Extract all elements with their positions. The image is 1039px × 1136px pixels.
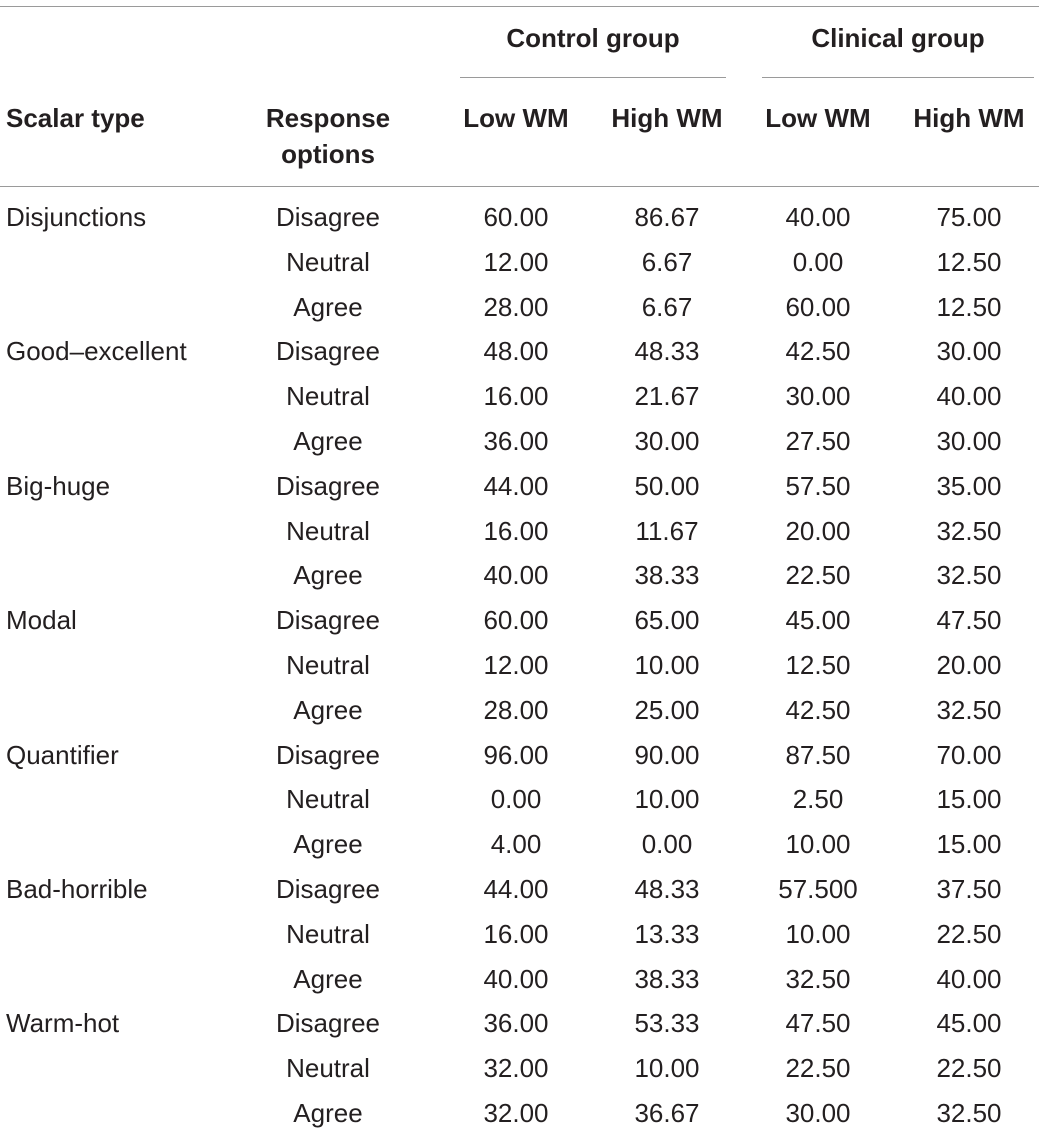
table-row bbox=[0, 822, 1039, 867]
cell-response-option: Neutral bbox=[286, 1053, 370, 1084]
cell-control-high-wm: 10.00 bbox=[634, 649, 700, 680]
cell-control-high-wm: 36.67 bbox=[634, 1097, 700, 1128]
cell-clinical-high-wm: 70.00 bbox=[936, 739, 1002, 770]
cell-control-low-wm: 12.00 bbox=[483, 246, 549, 277]
cell-response-option: Neutral bbox=[286, 246, 370, 277]
cell-clinical-low-wm: 45.00 bbox=[785, 605, 851, 636]
cell-control-high-wm: 48.33 bbox=[634, 873, 700, 904]
cell-clinical-high-wm: 12.50 bbox=[936, 291, 1002, 322]
cell-control-high-wm: 13.33 bbox=[634, 918, 700, 949]
cell-clinical-low-wm: 87.50 bbox=[785, 739, 851, 770]
cell-control-low-wm: 28.00 bbox=[483, 694, 549, 725]
cell-control-high-wm: 6.67 bbox=[641, 291, 693, 322]
cell-response-option: Agree bbox=[293, 829, 363, 860]
cell-clinical-high-wm: 40.00 bbox=[936, 963, 1002, 994]
cell-clinical-high-wm: 32.50 bbox=[936, 1097, 1002, 1128]
table-row bbox=[0, 1046, 1039, 1091]
cell-control-low-wm: 36.00 bbox=[483, 425, 549, 456]
cell-response-option: Neutral bbox=[286, 515, 370, 546]
cell-clinical-low-wm: 32.50 bbox=[785, 963, 851, 994]
cell-control-low-wm: 48.00 bbox=[483, 336, 549, 367]
cell-response-option: Agree bbox=[293, 560, 363, 591]
cell-control-low-wm: 36.00 bbox=[483, 1008, 549, 1039]
cell-clinical-low-wm: 10.00 bbox=[785, 829, 851, 860]
column-header-scalar-type: Scalar type bbox=[6, 103, 145, 133]
cell-clinical-low-wm: 12.50 bbox=[785, 649, 851, 680]
cell-clinical-high-wm: 32.50 bbox=[936, 560, 1002, 591]
column-header-response-line1: Response bbox=[265, 103, 391, 133]
table-row bbox=[0, 643, 1039, 688]
table-row bbox=[0, 733, 1039, 778]
cell-control-low-wm: 60.00 bbox=[483, 202, 549, 232]
cell-scalar-type: Quantifier bbox=[6, 739, 119, 770]
table-row bbox=[0, 1001, 1039, 1046]
cell-response-option: Neutral bbox=[286, 381, 370, 412]
cell-response-option: Disagree bbox=[275, 605, 381, 636]
cell-clinical-high-wm: 45.00 bbox=[936, 1008, 1002, 1039]
table-row bbox=[0, 240, 1039, 285]
cell-response-option: Disagree bbox=[275, 470, 381, 501]
cell-clinical-high-wm: 22.50 bbox=[936, 918, 1002, 949]
cell-response-option: Neutral bbox=[286, 784, 370, 815]
cell-control-low-wm: 44.00 bbox=[483, 873, 549, 904]
cell-scalar-type: Bad-horrible bbox=[6, 873, 148, 904]
cell-control-high-wm: 90.00 bbox=[634, 739, 700, 770]
table-row bbox=[0, 688, 1039, 733]
cell-clinical-high-wm: 75.00 bbox=[936, 202, 1002, 232]
cell-control-low-wm: 32.00 bbox=[483, 1053, 549, 1084]
table-row bbox=[0, 509, 1039, 554]
cell-control-high-wm: 65.00 bbox=[634, 605, 700, 636]
table-row bbox=[0, 957, 1039, 1002]
cell-clinical-high-wm: 22.50 bbox=[936, 1053, 1002, 1084]
cell-clinical-low-wm: 30.00 bbox=[785, 1097, 851, 1128]
cell-control-high-wm: 50.00 bbox=[634, 470, 700, 501]
cell-clinical-high-wm: 30.00 bbox=[936, 336, 1002, 367]
cell-control-high-wm: 38.33 bbox=[634, 560, 700, 591]
cell-clinical-low-wm: 60.00 bbox=[785, 291, 851, 322]
cell-control-high-wm: 10.00 bbox=[634, 1053, 700, 1084]
cell-clinical-low-wm: 30.00 bbox=[785, 381, 851, 412]
table-row bbox=[0, 464, 1039, 509]
cell-control-low-wm: 96.00 bbox=[483, 739, 549, 770]
cell-control-high-wm: 10.00 bbox=[634, 784, 700, 815]
table-row bbox=[0, 195, 1039, 240]
cell-response-option: Disagree bbox=[275, 739, 381, 770]
cell-control-low-wm: 44.00 bbox=[483, 470, 549, 501]
cell-control-high-wm: 86.67 bbox=[634, 202, 700, 232]
cell-clinical-low-wm: 40.00 bbox=[785, 202, 851, 232]
column-header-response-line2: options bbox=[281, 139, 375, 169]
cell-control-low-wm: 32.00 bbox=[483, 1097, 549, 1128]
cell-clinical-high-wm: 37.50 bbox=[936, 873, 1002, 904]
cell-clinical-low-wm: 57.500 bbox=[778, 873, 858, 904]
cell-clinical-high-wm: 20.00 bbox=[936, 649, 1002, 680]
group-rule-clinical bbox=[762, 77, 1034, 78]
cell-response-option: Agree bbox=[293, 963, 363, 994]
cell-control-low-wm: 4.00 bbox=[490, 829, 542, 860]
cell-clinical-low-wm: 10.00 bbox=[785, 918, 851, 949]
cell-clinical-high-wm: 40.00 bbox=[936, 381, 1002, 412]
table-row bbox=[0, 285, 1039, 330]
cell-control-high-wm: 48.33 bbox=[634, 336, 700, 367]
cell-scalar-type: Warm-hot bbox=[6, 1008, 120, 1039]
cell-response-option: Disagree bbox=[275, 873, 381, 904]
cell-control-low-wm: 60.00 bbox=[483, 605, 549, 636]
cell-clinical-low-wm: 0.00 bbox=[792, 246, 844, 277]
cell-control-low-wm: 16.00 bbox=[483, 381, 549, 412]
cell-clinical-low-wm: 57.50 bbox=[785, 470, 851, 501]
table-body bbox=[0, 195, 1039, 1136]
cell-control-high-wm: 0.00 bbox=[641, 829, 693, 860]
table-row bbox=[0, 374, 1039, 419]
cell-control-high-wm: 30.00 bbox=[634, 425, 700, 456]
column-header-clinical-high-wm: High WM bbox=[913, 103, 1025, 133]
cell-clinical-low-wm: 20.00 bbox=[785, 515, 851, 546]
column-header-clinical-low-wm: Low WM bbox=[765, 103, 871, 133]
table-row bbox=[0, 912, 1039, 957]
table-row bbox=[0, 598, 1039, 643]
cell-control-high-wm: 38.33 bbox=[634, 963, 700, 994]
cell-response-option: Disagree bbox=[275, 1008, 381, 1039]
cell-clinical-high-wm: 15.00 bbox=[936, 829, 1002, 860]
cell-clinical-high-wm: 12.50 bbox=[936, 246, 1002, 277]
cell-control-low-wm: 12.00 bbox=[483, 649, 549, 680]
cell-clinical-high-wm: 35.00 bbox=[936, 470, 1002, 501]
cell-control-low-wm: 0.00 bbox=[490, 784, 542, 815]
cell-response-option: Agree bbox=[293, 425, 363, 456]
cell-control-high-wm: 6.67 bbox=[641, 246, 693, 277]
cell-control-high-wm: 11.67 bbox=[635, 515, 699, 546]
table-row bbox=[0, 777, 1039, 822]
table-top-rule bbox=[0, 6, 1039, 7]
cell-response-option: Disagree bbox=[275, 336, 381, 367]
table-row bbox=[0, 329, 1039, 374]
group-rule-control bbox=[460, 77, 726, 78]
cell-clinical-high-wm: 30.00 bbox=[936, 425, 1002, 456]
column-header-control-low-wm: Low WM bbox=[463, 103, 569, 133]
cell-response-option: Neutral bbox=[286, 918, 370, 949]
table-row bbox=[0, 867, 1039, 912]
header-bottom-rule bbox=[0, 186, 1039, 187]
cell-control-low-wm: 16.00 bbox=[483, 918, 549, 949]
cell-scalar-type: Modal bbox=[6, 605, 77, 636]
cell-control-low-wm: 16.00 bbox=[483, 515, 549, 546]
cell-control-low-wm: 40.00 bbox=[483, 963, 549, 994]
column-header-response-options bbox=[228, 100, 428, 172]
table-row bbox=[0, 419, 1039, 464]
cell-clinical-high-wm: 32.50 bbox=[936, 515, 1002, 546]
cell-control-low-wm: 28.00 bbox=[483, 291, 549, 322]
table-row bbox=[0, 553, 1039, 598]
cell-control-low-wm: 40.00 bbox=[483, 560, 549, 591]
cell-clinical-low-wm: 42.50 bbox=[785, 694, 851, 725]
cell-control-high-wm: 53.33 bbox=[634, 1008, 700, 1039]
cell-clinical-high-wm: 15.00 bbox=[936, 784, 1002, 815]
cell-clinical-low-wm: 22.50 bbox=[785, 560, 851, 591]
cell-control-high-wm: 21.67 bbox=[634, 381, 700, 412]
cell-response-option: Agree bbox=[293, 1097, 363, 1128]
cell-clinical-low-wm: 42.50 bbox=[785, 336, 851, 367]
cell-clinical-high-wm: 32.50 bbox=[936, 694, 1002, 725]
cell-clinical-low-wm: 2.50 bbox=[792, 784, 844, 815]
column-header-control-high-wm: High WM bbox=[611, 103, 723, 133]
cell-response-option: Disagree bbox=[275, 202, 381, 232]
cell-clinical-low-wm: 27.50 bbox=[785, 425, 851, 456]
group-header-clinical: Clinical group bbox=[811, 23, 985, 53]
cell-clinical-low-wm: 22.50 bbox=[785, 1053, 851, 1084]
cell-scalar-type: Big-huge bbox=[6, 470, 111, 501]
cell-clinical-low-wm: 47.50 bbox=[785, 1008, 851, 1039]
cell-response-option: Agree bbox=[293, 694, 363, 725]
cell-response-option: Neutral bbox=[286, 649, 370, 680]
cell-response-option: Agree bbox=[293, 291, 363, 322]
cell-scalar-type: Good–excellent bbox=[6, 336, 187, 367]
cell-clinical-high-wm: 47.50 bbox=[936, 605, 1002, 636]
cell-scalar-type: Disjunctions bbox=[6, 202, 147, 232]
group-header-control: Control group bbox=[506, 23, 680, 53]
table-row bbox=[0, 1091, 1039, 1136]
cell-control-high-wm: 25.00 bbox=[634, 694, 700, 725]
